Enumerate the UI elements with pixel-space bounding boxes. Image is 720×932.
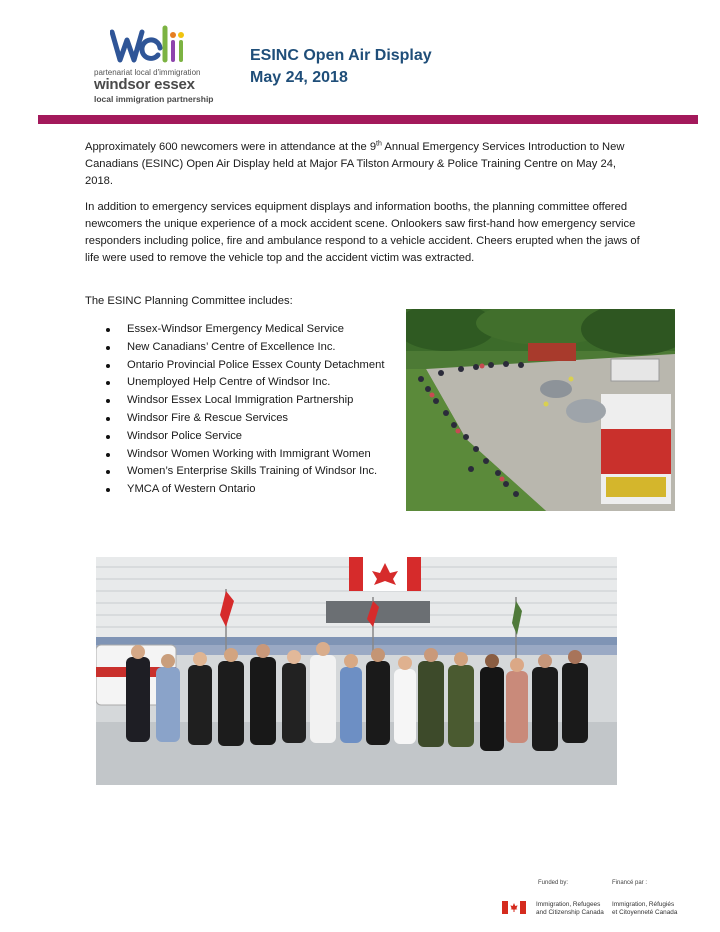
wel-logo bbox=[92, 22, 212, 104]
logo-sub-text: local immigration partnership bbox=[94, 94, 214, 104]
intro-text-continued: Annual Emergency Services Introduction to New Canadians (ESINC) Open Air Display held at Major FA Tilston Armoury & Police Training Centre on May 24, 2018. bbox=[85, 141, 625, 187]
committee-heading: The ESINC Planning Committee includes: bbox=[85, 295, 293, 307]
dept-fr-line-2: et Citoyenneté Canada bbox=[612, 909, 678, 916]
list-item: Unemployed Help Centre of Windsor Inc. bbox=[105, 374, 384, 392]
list-item: YMCA of Western Ontario bbox=[105, 481, 384, 499]
list-item: Ontario Provincial Police Essex County Detachment bbox=[105, 357, 384, 375]
page-title bbox=[250, 45, 432, 89]
title-line-2: May 24, 2018 bbox=[250, 69, 348, 86]
title-line-1: ESINC Open Air Display bbox=[250, 47, 432, 64]
wel-logo-mark bbox=[110, 24, 190, 66]
dept-en-line-2: and Citizenship Canada bbox=[536, 909, 604, 916]
details-paragraph: In addition to emergency services equipment displays and information booths, the planning committee offered newcomers the unique experience of a mock accident scene. Onlookers saw first-hand how emergency service responders including police, fire and ambulance respond to a vehicle accident. Cheers erupted when the jaws of life were used to remove the vehicle top and the accident victim was extracted. bbox=[85, 201, 640, 264]
group-photo bbox=[96, 557, 617, 785]
list-item: Windsor Women Working with Immigrant Women bbox=[105, 446, 384, 464]
list-item: Windsor Fire & Rescue Services bbox=[105, 410, 384, 428]
committee-list bbox=[105, 321, 384, 499]
funded-by-label: Funded by: bbox=[538, 880, 569, 886]
list-item: Windsor Essex Local Immigration Partnership bbox=[105, 392, 384, 410]
list-item: Windsor Police Service bbox=[105, 428, 384, 446]
list-item: Essex-Windsor Emergency Medical Service bbox=[105, 321, 384, 339]
intro-paragraph bbox=[85, 139, 640, 190]
finance-par-label: Financé par : bbox=[612, 880, 648, 886]
dept-en-line-1: Immigration, Refugees bbox=[536, 901, 601, 908]
dept-name-french bbox=[612, 901, 677, 917]
intro-superscript: th bbox=[376, 140, 382, 148]
list-item: New Canadians’ Centre of Excellence Inc. bbox=[105, 339, 384, 357]
logo-french-text: partenariat local d'immigration bbox=[94, 68, 201, 77]
list-item: Women’s Enterprise Skills Training of Windsor Inc. bbox=[105, 463, 384, 481]
header-divider bbox=[38, 115, 698, 124]
dept-name-english bbox=[536, 901, 604, 917]
logo-main-text: windsor essex bbox=[94, 76, 195, 93]
dept-fr-line-1: Immigration, Réfugiés bbox=[612, 901, 675, 908]
intro-text: Approximately 600 newcomers were in attendance at the 9 bbox=[85, 141, 377, 153]
funder-block bbox=[498, 874, 684, 920]
canada-flag-icon bbox=[502, 901, 526, 914]
mock-accident-photo bbox=[406, 309, 675, 511]
